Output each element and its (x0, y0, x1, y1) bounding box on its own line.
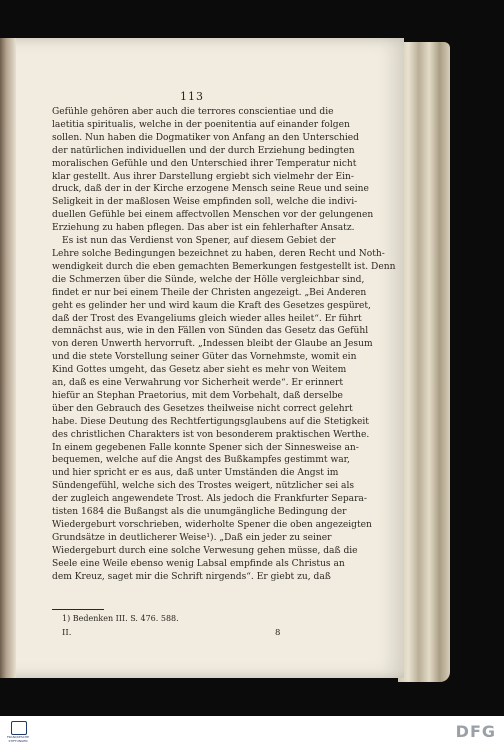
text-line: habe. Diese Deutung des Rechtfertigungsglaubens auf die Stetigkeit (52, 416, 369, 427)
footnote: 1) Bedenken III. S. 476. 588. (62, 614, 179, 623)
text-line: wendigkeit durch die eben gemachten Bemerkungen festgestellt ist. Denn (52, 261, 396, 272)
text-line: sollen. Nun haben die Dogmatiker von Anfang an den Unterschied (52, 132, 359, 143)
footnote-rule (52, 609, 104, 610)
text-line: der natürlichen individuellen und der durch Erziehung bedingten (52, 145, 355, 156)
text-line: daß der Trost des Evangeliums gleich wieder alles heilet“. Er führt (52, 313, 362, 324)
text-line: dem Kreuz, saget mir die Schrift nirgends“. Er giebt zu, daß (52, 571, 331, 582)
text-line: Gefühle gehören aber auch die terrores conscientiae und die (52, 107, 334, 117)
dfg-logo: DFG (455, 722, 496, 741)
text-line: Seele eine Weile ebenso wenig Labsal empfinde als Christus an (52, 558, 345, 569)
text-line: die Schmerzen über die Sünde, welche der Hölle vergleichbar sind, (52, 274, 365, 285)
text-line: moralischen Gefühle und den Unterschied ihrer Temperatur nicht (52, 158, 357, 169)
institution-logo-icon (11, 721, 27, 735)
text-line: und hier spricht er es aus, daß unter Umständen die Angst im (52, 468, 339, 479)
text-line: an, daß es eine Verwahrung vor Sicherheit werde“. Er erinnert (52, 378, 344, 389)
page-edges (398, 42, 450, 682)
text-line: Grundsätze in deutlicherer Weise¹). „Daß ein jeder zu seiner (52, 532, 332, 543)
text-line: Kind Gottes umgeht, das Gesetz aber sieht es mehr von Weitem (52, 365, 347, 376)
text-line: Sündengefühl, welche sich des Trostes weigert, nützlicher sei als (52, 481, 355, 492)
text-line: Es ist nun das Verdienst von Spener, auf diesem Gebiet der (62, 236, 336, 247)
text-line: Erziehung zu haben pflegen. Das aber ist ein fehlerhafter Ansatz. (52, 223, 355, 234)
text-line: der zugleich angewendete Trost. Als jedoch die Frankfurter Separa- (52, 494, 367, 505)
text-line: duellen Gefühle bei einem affectvollen Menschen vor der gelungenen (52, 210, 374, 221)
text-line: demnächst aus, wie in den Fällen von Sünden das Gesetz das Gefühl (52, 326, 369, 337)
text-line: laetitia spiritualis, welche in der poenitentia auf einander folgen (52, 119, 350, 130)
body-text (52, 106, 396, 584)
text-line: über den Gebrauch des Gesetzes theilweise nicht correct gelehrt (52, 403, 353, 414)
footer-bar (0, 716, 504, 748)
text-line: geht es gelinder her und wird kaum die Kraft des Gesetzes gespüret, (52, 300, 371, 311)
institution-logo (4, 718, 32, 746)
institution-logo-caption: FRANCKESCHE STIFTUNGEN (6, 735, 30, 743)
text-line: In einem gegebenen Falle konnte Spener sich der Sinnesweise an- (52, 442, 359, 453)
text-line: druck, daß der in der Kirche erzogene Mensch seine Reue und seine (52, 184, 369, 195)
book-page (0, 38, 404, 678)
text-line: von deren Unwerth hervorruft. „Indessen bleibt der Glaube an Jesum (52, 339, 373, 350)
book-gutter (0, 38, 16, 678)
text-line: klar gestellt. Aus ihrer Darstellung ergiebt sich vielmehr der Ein- (52, 171, 354, 182)
text-line: Lehre solche Bedingungen bezeichnet zu haben, deren Recht und Noth- (52, 248, 385, 259)
text-line: Wiedergeburt durch eine solche Verwesung gehen müsse, daß die (52, 545, 358, 556)
text-line: und die stete Vorstellung seiner Güter das Vornehmste, womit ein (52, 352, 357, 363)
text-line: des christlichen Charakters ist von besonderem praktischen Werthe. (52, 429, 370, 440)
page-number: 113 (180, 90, 204, 103)
text-line: tisten 1684 die Bußangst als die unumgängliche Bedingung der (52, 507, 347, 518)
sheet-number: 8 (275, 628, 281, 638)
text-line: Seligkeit in der maßlosen Weise empfinden soll, welche die indivi- (52, 197, 358, 208)
text-line: findet er nur bei einem Theile der Christen angezeigt. „Bei Anderen (52, 287, 367, 298)
text-line: hiefür an Stephan Praetorius, mit dem Vorbehalt, daß derselbe (52, 390, 343, 401)
text-line: bequemen, welche auf die Angst des Bußkampfes gestimmt war, (52, 455, 350, 466)
signature-mark: II. (62, 628, 72, 638)
text-line: Wiedergeburt vorschrieben, widerholte Spener die oben angezeigten (52, 520, 372, 530)
